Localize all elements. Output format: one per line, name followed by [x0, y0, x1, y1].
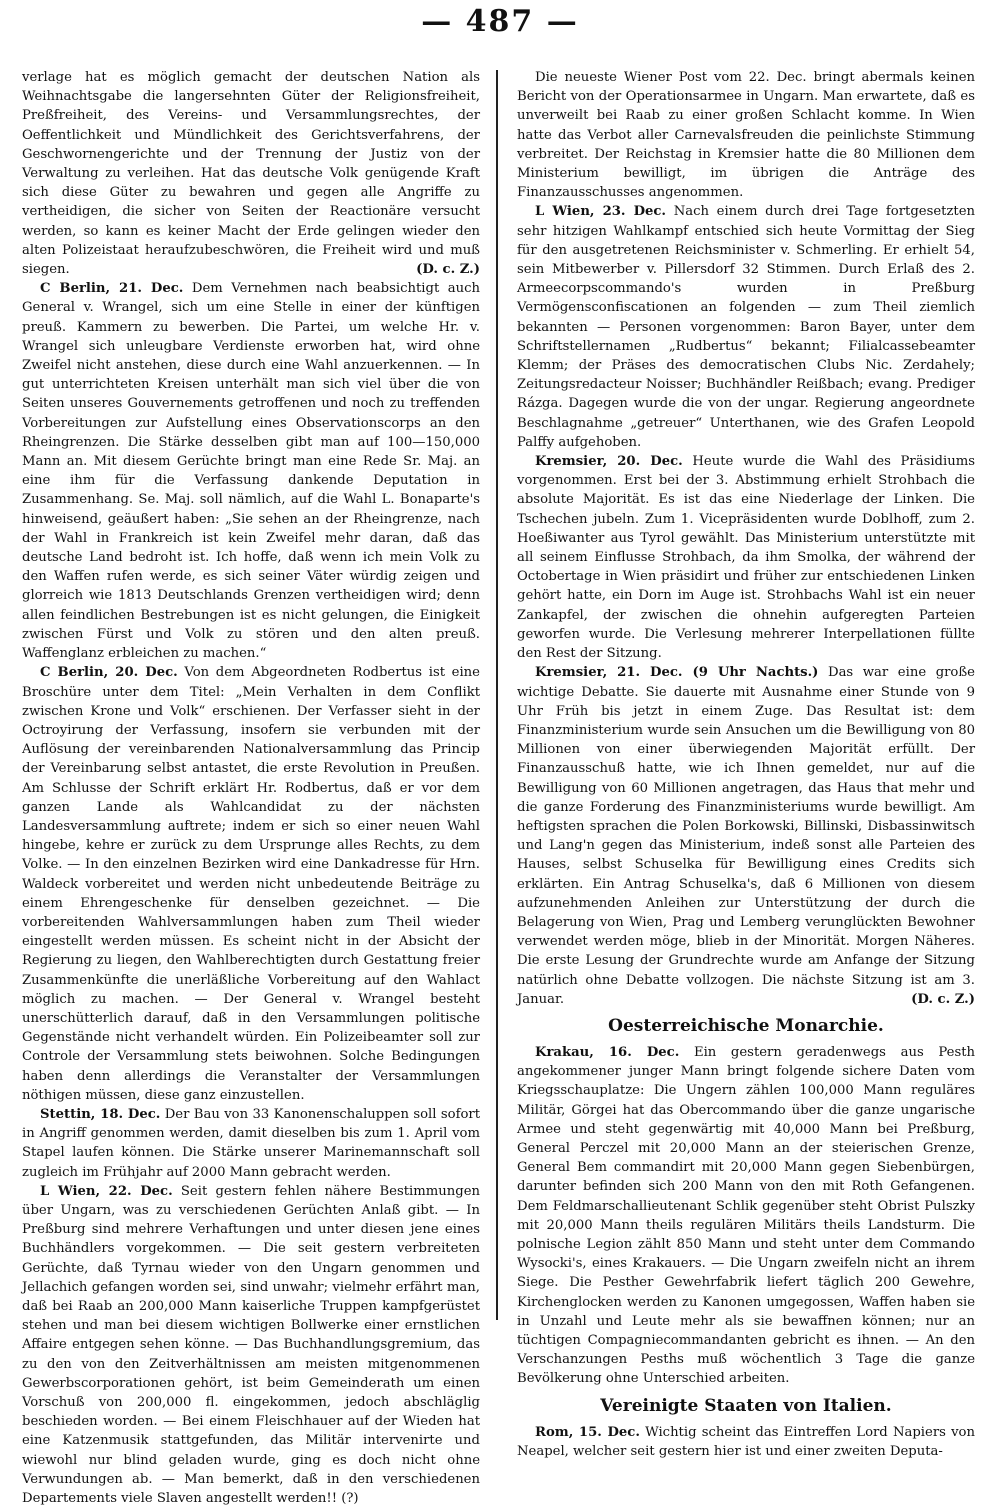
- source-attribution: (D. c. Z.): [416, 262, 480, 278]
- column-divider: [496, 70, 498, 1320]
- section-heading: Vereinigte Staaten von Italien.: [600, 1395, 892, 1416]
- page-number: — 487 —: [421, 4, 579, 39]
- article-paragraph: [517, 663, 975, 1009]
- article-dateline: Stettin, 18. Dec.: [40, 1106, 161, 1122]
- article-paragraph: [517, 1043, 975, 1389]
- article-paragraph: [22, 1105, 480, 1182]
- article-text: Wichtig scheint das Eintreffen Lord Napiers von Neapel, welcher seit gestern hier ist und einer zweiten Deputa-: [517, 1424, 975, 1459]
- article-paragraph: [517, 202, 975, 452]
- article-text: Dem Vernehmen nach beabsichtigt auch General v. Wrangel, sich um eine Stelle in einer der künftigen preuß. Kammern zu bewerben. Die Partei, um welche Hr. v. Wrangel sich unleugbare Verdienste erworben hat, wird ohne Zweifel nicht anstehen, diese durch eine Wahl anzuerkennen. — In gut unterrichteten Kreisen unterhält man sich viel über die von Seiten unseres Gouvernements getroffenen und noch zu treffenden Vorbereitungen zur Aufstellung eines Observationscorps an den Rheingrenzen. Die Stärke desselben gibt man auf 100—150,000 Mann an. Mit diesem Gerüchte bringt man eine Rede Sr. Maj. an eine ihm für die Verfassung dankende Deputation in Zusammenhang. Se. Maj. soll nämlich, auf die Wahl L. Bonaparte's hinweisend, geäußert haben: „Sie sehen an der Rheingrenze, nach der Wahl in Frankreich ist kein Zweifel mehr daran, daß das deutsche Land bedroht ist. Ich hoffe, daß wenn ich mein Volk zu den Waffen rufen werde, es sich seiner Väter würdig zeigen und glorreich wie 1813 Deutschlands Grenzen vertheidigen wird; denn allen feindlichen Bestrebungen ist es nicht gelungen, die Einigkeit zwischen Fürst und Volk zu stören und den alten preuß. Waffenglanz erbleichen zu machen.“: [22, 281, 481, 662]
- article-text: Ein gestern geradenwegs aus Pesth angekommener junger Mann bringt folgende sichere Daten vom Kriegsschauplatze: Die Ungern zählen 100,000 Mann reguläres Militär, Görgei hat das Obercommando über die ganze ungarische Armee und steht gegenwärtig mit 40,000 Mann bei Preßburg, General Perczel mit 20,000 Mann an der steierischen Grenze, General Bem commandirt mit 20,000 Mann gegen Siebenbürgen, darunter befinden sich 200 Mann von den mit Roth Gefangenen. Dem Feldmarschallieutenant Schlik gegenüber steht Obrist Pulszky mit 20,000 Mann theils regulären Militärs theils Landsturm. Die polnische Legion zählt 850 Mann und steht unter dem Commando Wysocki's, eines Krakauers. — Die Ungarn zweifeln nicht an ihrem Siege. Die Pesther Gewehrfabrik liefert täglich 200 Gewehre, Kirchenglocken werden zu Kanonen umgegossen, Waffen haben sie in Unzahl und Leute mehr als sie bewaffnen können; nur an tüchtigen Compagniecommandanten gebricht es ihnen. — An den Verschanzungen Pesths muß wöchentlich 3 Tage die ganze Bevölkerung ohne Unterschied arbeiten.: [517, 1044, 975, 1387]
- article-text: Nach einem durch drei Tage fortgesetzten sehr hitzigen Wahlkampf entschied sich heute Vormittag der Sieg für den ausgetretenen Reichsminister v. Schmerling. Er erhielt 54, sein Mitbewerber v. Pillersdorf 32 Stimmen. Durch Erlaß des 2. Armeecorpscommando's wurden in Preßburg Vermögensconfiscationen an folgenden — zum Theil ziemlich bekannten — Personen vorgenommen: Baron Bayer, unter dem Schriftstellernamen „Rudbertus“ bekannt; Filialcassebeamter Klemm; der Präses des democratischen Clubs Nic. Zerdahely; Zeitungsredacteur Noisser; Buchhändler Reißbach; evang. Prediger Rázga. Dagegen wurde die von der ungar. Regierung angeordnete Beschlagnahme „getreuer“ Unterthanen, wie des Grafen Leopold Palffy aufgehoben.: [517, 204, 975, 450]
- article-dateline: L Wien, 23. Dec.: [535, 204, 667, 220]
- article-dateline: Rom, 15. Dec.: [535, 1424, 640, 1440]
- article-text: Heute wurde die Wahl des Präsidiums vorgenommen. Erst bei der 3. Abstimmung erhielt Strohbach die absolute Majorität. Es ist das eine Niederlage der Linken. Die Tschechen jubeln. Zum 1. Vicepräsidenten wurde Doblhoff, zum 2. Hoeßiwanter aus Tyrol gewählt. Das Ministerium unterstützte mit all seinem Einflusse Strohbach, da ihm Smolka, der während der Octobertage in Wien präsidirt und früher zur entschiedenen Linken gehört hatte, ein Dorn im Auge ist. Strohbachs Wahl ist ein neuer Zankapfel, der zwischen die ohnehin aufgeregten Parteien geworfen wurde. Die Verlesung mehrerer Interpellationen füllte den Rest der Sitzung.: [517, 454, 975, 662]
- article-text: Der Bau von 33 Kanonenschaluppen soll sofort in Angriff genommen werden, damit dieselben bis zum 1. April vom Stapel laufen können. Die Stärke unserer Marinemannschaft soll zugleich im Frühjahr auf 2000 Mann gebracht werden.: [22, 1106, 480, 1180]
- article-paragraph: [517, 452, 975, 663]
- article-text: Seit gestern fehlen nähere Bestimmungen über Ungarn, was zu verschiedenen Gerüchten Anlaß gibt. — In Preßburg sind mehrere Verhaftungen und unter diesen jene eines Buchhändlers vorgekommen. — Die seit gestern verbreiteten Gerüchte, daß Tyrnau wieder von den Ungarn genommen und Jellachich gefangen worden sei, sind unwahr; vielmehr erfährt man, daß bei Raab an 200,000 Mann kaiserliche Truppen kampfgerüstet stehen und man bei diesem wichtigen Bollwerke einer ernstlichen Affaire entgegen sehen könne. — Das Buchhandlungsgremium, das zu den von den Zeitverhältnissen am meisten mitgenommenen Gewerbscorporationen gehört, ist beim Gemeinderath um einen Vorschuß von 200,000 fl. eingekommen, jedoch abschläglig beschieden worden. — Bei einem Fleischhauer auf der Wieden hat eine Katzenmusik stattgefunden, das Militär intervenirte und wiewohl nur blind geladen wurde, ging es doch nicht ohne Verwundungen ab. — Man bemerkt, daß in den verschiedenen Departements viele Slaven angestellt werden!! (?): [22, 1183, 480, 1507]
- source-attribution: (D. c. Z.): [911, 991, 975, 1007]
- article-text: Die neueste Wiener Post vom 22. Dec. bringt abermals keinen Bericht von der Operationsarmee in Ungarn. Man erwartete, daß es unverweilt bei Raab zu einer großen Schlacht komme. In Wien hatte das Verbot aller Carnevalsfreuden die peinlichste Stimmung verbreitet. Der Reichstag in Kremsier hatte die 80 Millionen dem Ministerium bewilligt, im übrigen die Anträge des Finanzausschusses angenommen.: [517, 70, 975, 201]
- article-text: Von dem Abgeordneten Rodbertus ist eine Broschüre unter dem Titel: „Mein Verhalten in dem Conflikt zwischen Krone und Volk“ erschienen. Der Verfasser sieht in der Octroyirung der Verfassung, insofern sie verbunden mit der Auflösung der vereinbarenden Nationalversammlung das Princip der Vereinbarung selbst antastet, die erste Revolution in Preußen. Am Schlusse der Schrift erklärt Hr. Rodbertus, daß er vor dem ganzen Lande als Wahlcandidat zu der nächsten Landesversammlung auftrete; indem er sich so einer neuen Wahl hingebe, kehre er zurück zu dem Ursprunge alles Rechts, zu dem Volke. — In den einzelnen Bezirken wird eine Dankadresse für Hrn. Waldeck vorbereitet und werden nicht unbedeutende Beiträge zu einem Ehrengeschenke für denselben gezeichnet. — Die vorbereitenden Wahlversammlungen haben zum Theil wieder eingestellt werden müssen. Es scheint nicht in der Absicht der Regierung zu liegen, den Wahlberechtigten durch Gestattung freier Zusammenkünfte die unerläßliche Vorbereitung auf den Wahlact möglich zu machen. — Der General v. Wrangel besteht unerschütterlich darauf, daß in den Versammlungen politische Gegenstände nicht verhandelt würden. Ein Polizeibeamter soll zur Controle der Versammlung stets beiwohnen. Solche Bedingungen haben denn allerdings die Veranstalter der Versammlungen nöthigen müssen, diese ganz einzustellen.: [22, 665, 480, 1103]
- article-text: Das war eine große wichtige Debatte. Sie dauerte mit Ausnahme einer Stunde von 9 Uhr Früh bis jetzt in einem Zuge. Das Resultat ist: dem Finanzministerium wurde sein Ansuchen um die Bewilligung von 80 Millionen von einer überwiegenden Majorität erfüllt. Der Finanzausschuß hatte, wie ich Ihnen gemeldet, nur auf die Bewilligung von 60 Millionen angetragen, das Haus that mehr und die ganze Forderung des Finanzministeriums wurde bewilligt. Am heftigsten sprachen die Polen Borkowski, Billinski, Disbassinwitsch und Lang'n gegen das Ministerium, indeß sonst alle Parteien des Hauses, selbst Schuselka für Bewilligung eines Credits sich erklärten. Ein Antrag Schuselka's, daß 6 Millionen von diesem aufzunehmenden Anleihen zur Unterstützung der durch die Belagerung von Wien, Prag und Lemberg verunglückten Bewohner verwendet werden möge, blieb in der Minorität. Morgen Näheres. Die erste Lesung der Grundrechte wurde am Anfange der Sitzung natürlich ohne Debatte vollzogen. Die nächste Sitzung ist am 3. Januar.: [517, 665, 975, 1007]
- left-column: [22, 68, 481, 1507]
- article-paragraph: [22, 68, 480, 279]
- article-text: verlage hat es möglich gemacht der deutschen Nation als Weihnachtsgabe die langersehnten Güter der Religionsfreiheit, Preßfreiheit, des Vereins- und Versammlungsrechtes, der Oeffentlichkeit und Mündlichkeit des Gerichtsverfahrens, der Geschwornengerichte und der Trennung der Justiz von der Verwaltung zu verleihen. Hat das deutsche Volk genügende Kraft sich diese Güter zu bewahren und gegen alle Angriffe zu vertheidigen, die sicher von Seiten der Reactionäre versucht werden, so kann es keiner Macht der Erde gelingen wieder den alten Polizeistaat heraufzubeschwören, die Freiheit wird und muß siegen.: [22, 70, 480, 278]
- article-dateline: C Berlin, 20. Dec.: [40, 665, 178, 681]
- article-paragraph: [22, 1182, 480, 1508]
- article-paragraph: [22, 279, 480, 663]
- article-dateline: Kremsier, 20. Dec.: [535, 454, 683, 470]
- article-paragraph: [22, 663, 480, 1105]
- section-heading: Oesterreichische Monarchie.: [608, 1015, 884, 1036]
- article-dateline: C Berlin, 21. Dec.: [40, 281, 184, 297]
- article-dateline: Kremsier, 21. Dec. (9 Uhr Nachts.): [535, 665, 819, 681]
- article-paragraph: [517, 68, 975, 202]
- article-dateline: Krakau, 16. Dec.: [535, 1044, 680, 1060]
- article-paragraph: [517, 1423, 975, 1461]
- right-column: [517, 68, 975, 1459]
- article-dateline: L Wien, 22. Dec.: [40, 1183, 173, 1199]
